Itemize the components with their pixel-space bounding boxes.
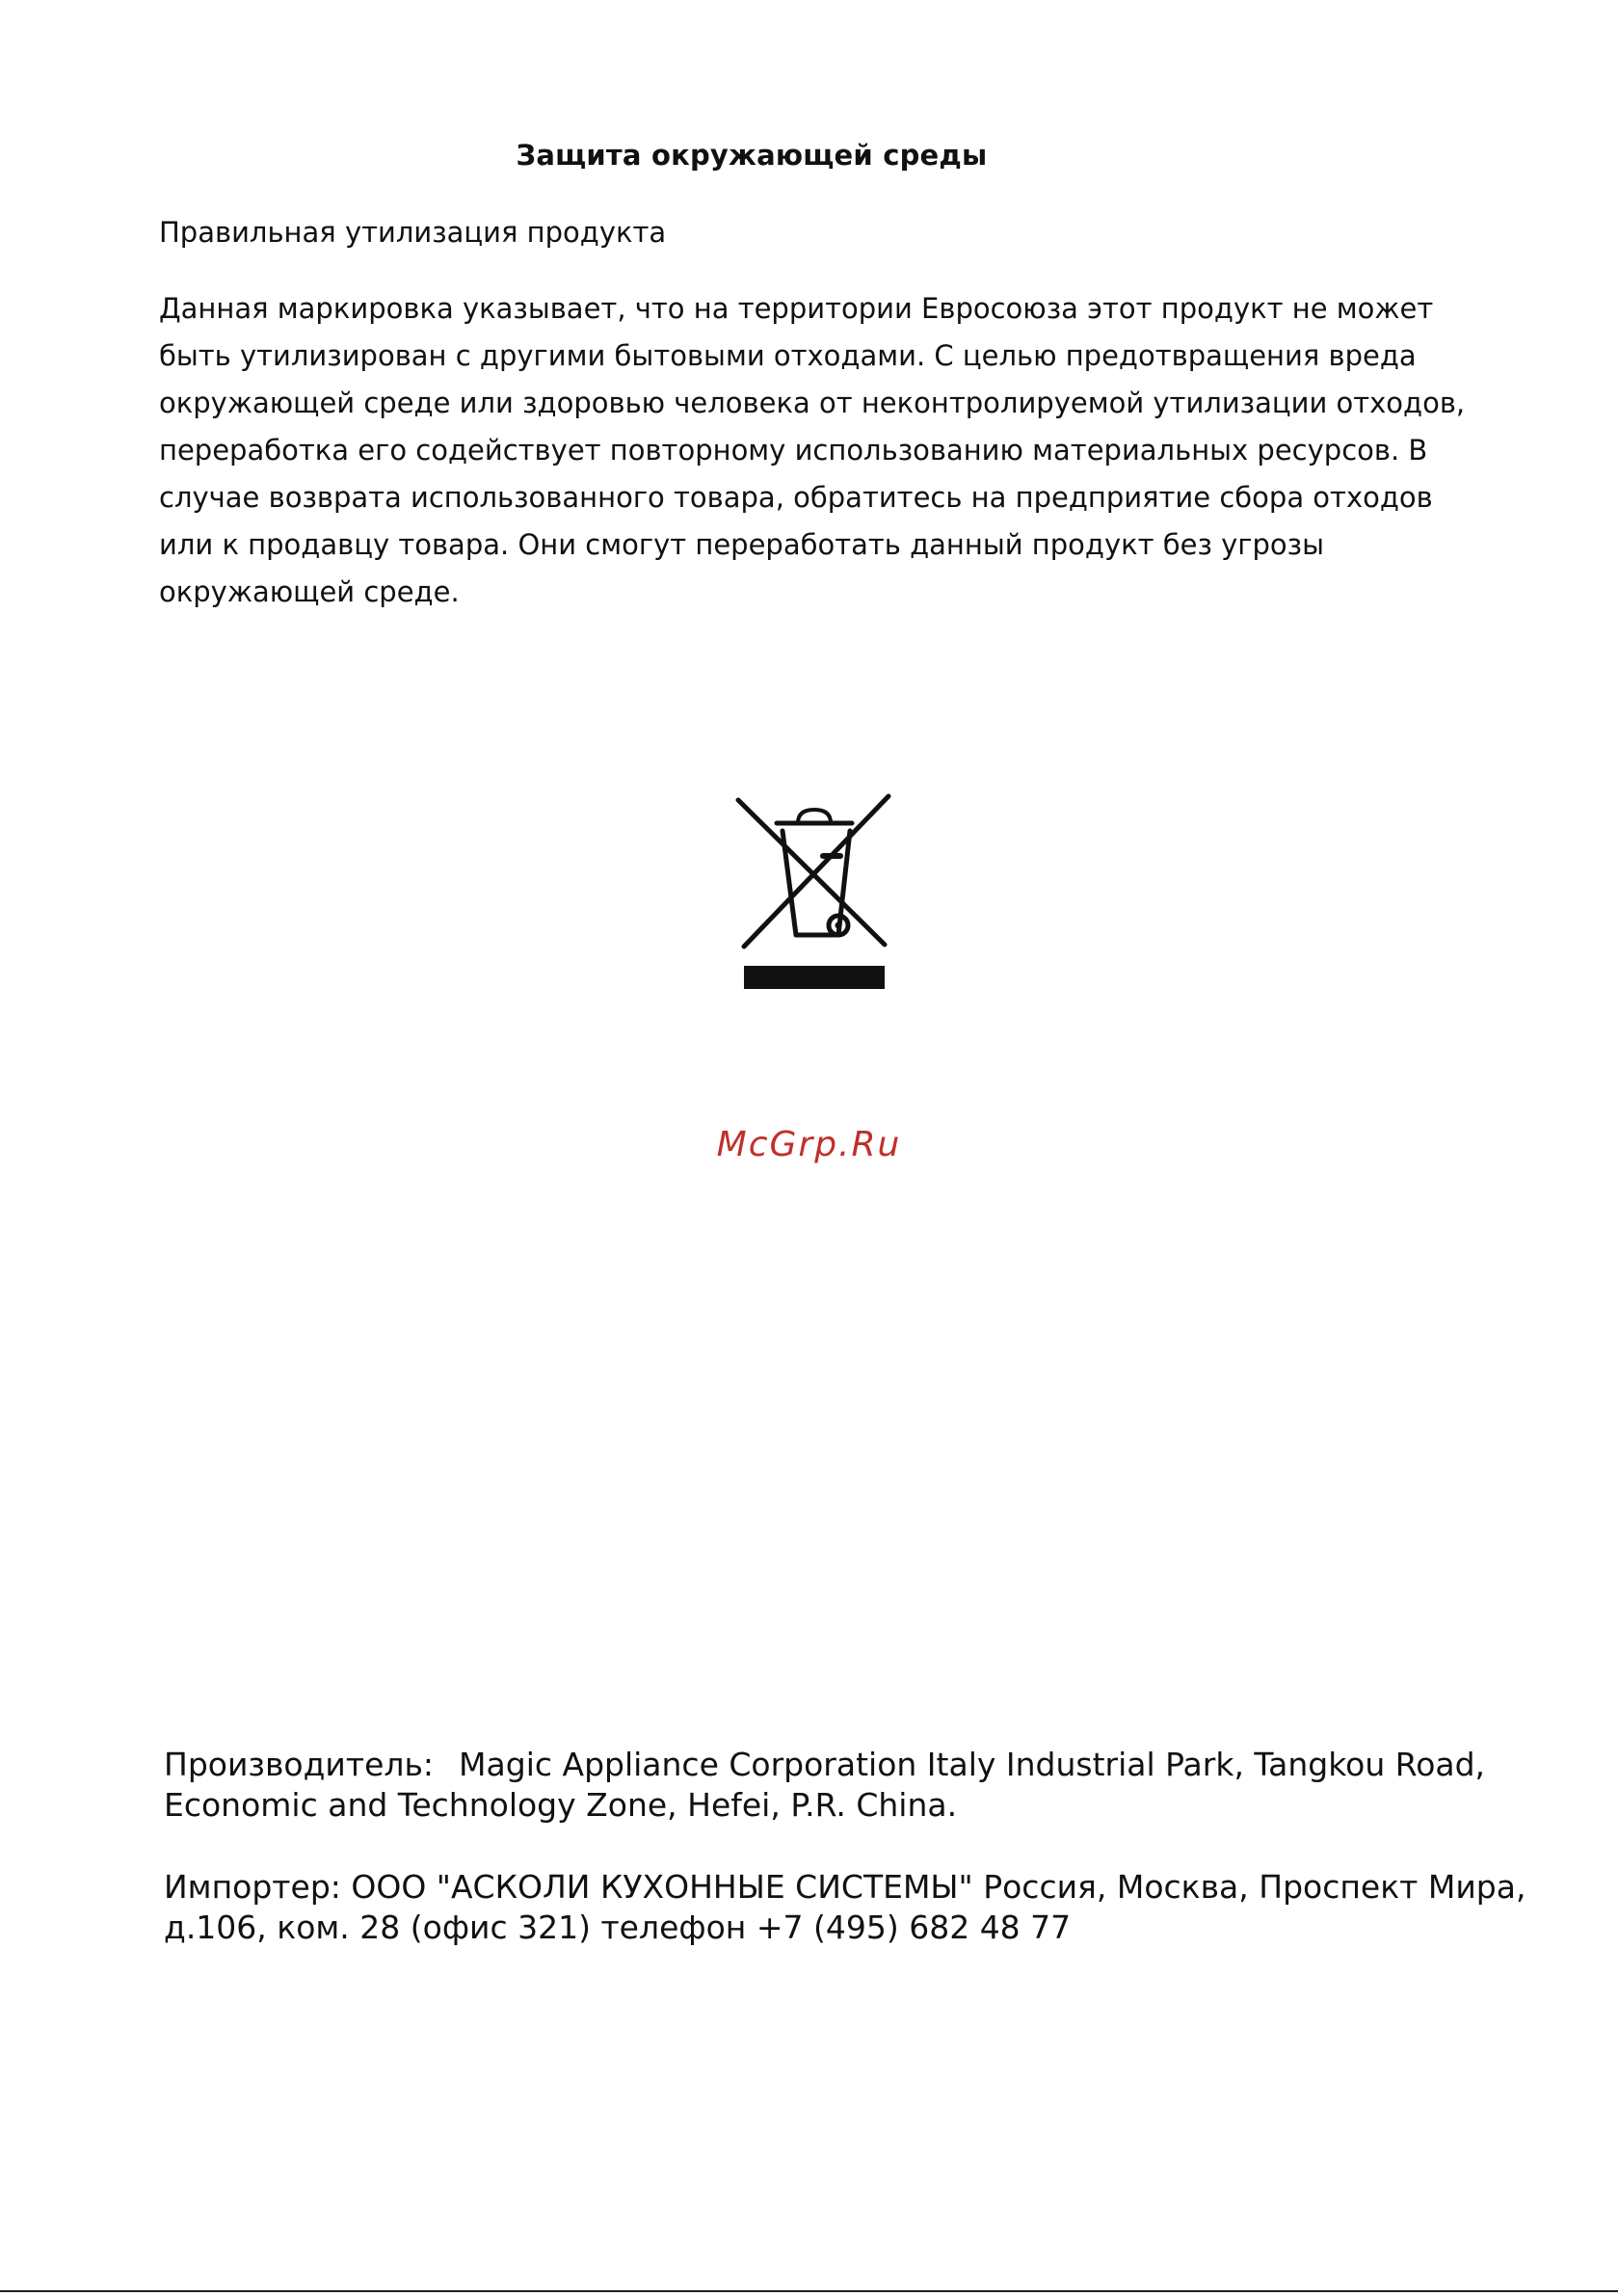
disposal-paragraph: Данная маркировка указывает, что на территории Евросоюза этот продукт не может быть утилизирован с другими бытовыми отходами. С целью предотвращения вреда окружающей среде или здоровью человека от неконтролируемой утилизации отходов, переработка его содействует повторному использованию материальных ресурсов. В случае возврата использованного товара, обратитесь на предприятие сбора отходов или к продавцу товара. Они смогут переработать данный продукт без угрозы окружающей среде. — [159, 292, 1466, 608]
importer-info: Импортер: ООО "АСКОЛИ КУХОННЫЕ СИСТЕМЫ" Россия, Москва, Проспект Мира, д.106, ком. 28 (офис 321) телефон +7 (495) 682 48 77 — [164, 1868, 1526, 1946]
page-bottom-rule — [0, 2290, 1618, 2292]
manufacturer-label: Производитель: — [164, 1746, 435, 1783]
manufacturer-info — [164, 1745, 1532, 1826]
watermark-text: McGrp.Ru — [716, 1125, 902, 1164]
section-subtitle: Правильная утилизация продукта — [159, 216, 667, 249]
page-title: Защита окружающей среды — [516, 139, 988, 172]
crossed-out-wheelie-bin-icon — [730, 792, 896, 993]
manufacturer-address: Magic Appliance Corporation Italy Industrial Park, Tangkou Road, Economic and Technology Zone, Hefei, P.R. China. — [164, 1746, 1486, 1824]
